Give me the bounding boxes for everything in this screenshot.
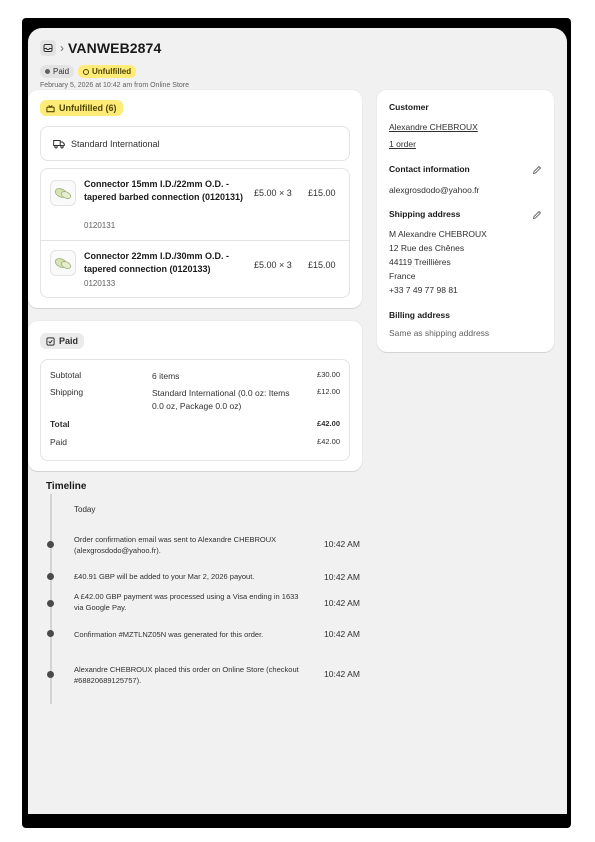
line-item[interactable] [41, 240, 350, 298]
timeline-event-dot [47, 541, 54, 548]
timeline-event-text: Order confirmation email was sent to Alexandre CHEBROUX (alexgrosdodo@yahoo.fr). [74, 535, 277, 555]
summary-label: Paid [50, 437, 68, 447]
paid-tag [40, 333, 84, 349]
line-item[interactable] [41, 169, 350, 240]
line-item-name[interactable]: Connector 15mm I.D./22mm O.D. - tapered barbed connection (0120131) [84, 179, 244, 202]
line-item-name[interactable]: Connector 22mm I.D./30mm O.D. - tapered connection (0120133) [84, 251, 230, 274]
payment-card [28, 321, 362, 471]
billing-address-heading: Billing address [389, 310, 450, 320]
line-item-qty: £5.00 × 3 [254, 188, 292, 198]
connector-thumbnail [50, 250, 76, 276]
unfulfilled-tag [40, 100, 123, 116]
billing-address-text: Same as shipping address [389, 328, 490, 338]
order-box-icon[interactable] [40, 40, 56, 56]
address-line: M Alexandre CHEBROUX [389, 229, 487, 239]
order-title: VANWEB2874 [68, 40, 162, 56]
summary-label: Shipping [50, 387, 84, 397]
customer-email[interactable]: alexgrosdodo@yahoo.fr [389, 185, 480, 195]
timeline-event-text: Alexandre CHEBROUX placed this order on Online Store (checkout #68820689125757). [74, 665, 299, 685]
contact-heading: Contact information [389, 164, 470, 174]
pencil-icon[interactable] [532, 210, 542, 220]
unfulfilled-tag-label: Unfulfilled (6) [59, 103, 117, 113]
breadcrumb-chevron-icon: › [60, 41, 64, 55]
customer-heading: Customer [389, 102, 429, 112]
shipping-method-row [40, 126, 350, 161]
paid-tag-label: Paid [59, 336, 79, 346]
customer-orders-link[interactable]: 1 order [389, 139, 416, 149]
paid-status-badge [40, 65, 74, 78]
package-icon [46, 104, 55, 113]
address-phone: +33 7 49 77 98 81 [389, 285, 458, 295]
line-item-sku: 0120131 [84, 221, 116, 230]
truck-icon [53, 139, 65, 149]
paid-badge-label: Paid [53, 67, 70, 76]
summary-detail: Standard International (0.0 oz: Items 0.0 oz, Package 0.0 oz) [152, 388, 290, 411]
timeline-event-time: 10:42 AM [324, 629, 360, 639]
ring-icon [83, 69, 89, 75]
line-item-sku: 0120133 [84, 279, 116, 288]
connector-thumbnail [50, 180, 76, 206]
summary-amount: £30.00 [317, 370, 340, 379]
timeline-event-dot [47, 671, 54, 678]
timeline-event-dot [47, 630, 54, 637]
timeline-event-text: Confirmation #MZTLNZ05N was generated for this order. [74, 630, 264, 639]
timeline-event-time: 10:42 AM [324, 539, 360, 549]
summary-amount: £42.00 [317, 419, 340, 428]
customer-name-link[interactable]: Alexandre CHEBROUX [389, 122, 478, 132]
address-line: France [389, 271, 416, 281]
address-line: 12 Rue des Chênes [389, 243, 465, 253]
fulfillment-card [28, 90, 362, 308]
timeline-event-dot [47, 573, 54, 580]
line-item-total: £15.00 [308, 188, 336, 198]
timeline-event-time: 10:42 AM [324, 572, 360, 582]
dot-icon [45, 69, 50, 74]
summary-label: Total [50, 419, 70, 429]
line-items [40, 168, 350, 298]
line-item-total: £15.00 [308, 260, 336, 270]
timeline-event-text[interactable]: £40.91 GBP will be added to your Mar 2, 2026 payout. [74, 572, 255, 581]
page-header [40, 40, 161, 78]
timeline-event-time: 10:42 AM [324, 598, 360, 608]
payment-summary [40, 359, 350, 461]
summary-detail: 6 items [152, 371, 180, 381]
summary-label: Subtotal [50, 370, 82, 380]
timeline-event-text[interactable]: A £42.00 GBP payment was processed using a Visa ending in 1633 via Google Pay. [74, 592, 299, 612]
pencil-icon[interactable] [532, 165, 542, 175]
customer-card [377, 90, 554, 352]
unfulfilled-status-badge [78, 65, 136, 78]
line-item-qty: £5.00 × 3 [254, 260, 292, 270]
summary-amount: £12.00 [317, 387, 340, 396]
timeline-event-time: 10:42 AM [324, 669, 360, 679]
timeline-title: Timeline [46, 481, 87, 492]
shipping-address-heading: Shipping address [389, 209, 461, 219]
timeline-date-group: Today [74, 505, 96, 514]
timeline-event-dot [47, 600, 54, 607]
address-line: 44119 Treillières [389, 257, 451, 267]
summary-amount: £42.00 [317, 437, 340, 446]
order-page [28, 28, 567, 814]
unfulfilled-badge-label: Unfulfilled [92, 67, 132, 76]
shipping-method-label: Standard International [71, 138, 160, 149]
checkbox-icon [46, 337, 55, 346]
order-meta: February 5, 2026 at 10:42 am from Online Store [40, 82, 190, 89]
